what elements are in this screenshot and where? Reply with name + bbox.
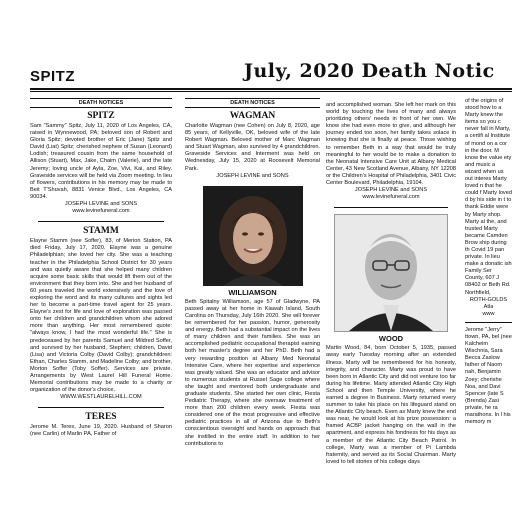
death-notices-label: DEATH NOTICES <box>185 98 320 108</box>
funeral-home: JOSEPH LEVINE and SONS <box>216 172 289 179</box>
notice-text-wagman: Charlotte Wagman (nee Cohen) on July 8, 2020, age 85 years, of Kellyville, OK, beloved wife of the late Robert Wagman. Beloved mother of Marc Wagman and Stuart Wagman, also survived by 4 grandchildren. Graveside Services and Interment was held on Wednesday, July 15, 2020 at Roosevelt Memorial Park. <box>185 123 320 172</box>
notice-text-cutoff: of the origins of stood how to a Marty knew the items so you c never fall in Marty, a certifi al Institute of mond on a cor in the door. M know the value ety and music a wizard when us out interes Marty loved n that he could f Marty loved d by his side in t to thank Eddie were by Marty shop. Marty al the, and trusted Marty became Camden Brow ship during th Covid 19 pan private. In lieu make a donatic ish Family Ser County, 607 J 08402 or Beth Rd. Northfield, <box>465 98 512 296</box>
notice-text-spitz: Sam "Sammy" Spitz, July 11, 2020 of Los Angeles, CA, raised in Wynnewood, PA; beloved son of Robert and Gloria Spitz; devoted brother of Eric (Jane) Spitz and David (Liat) Spitz; cherished nephew of Susan (Leonard) Lodish; treasured cousin from the same household of Allison (Stuart), Max, Jake, Chaim (Valerie), and the late Jeremy; loving uncle of Ayla, Zoe, Vivi, Kai, and Riley. Graveside services will be held via Zoom meeting. In lieu of flowers, contributions in his memory may be made to Beit T'Shuvah, 8831 Venice Blvd., Los Angeles, CA 90034. <box>30 123 172 200</box>
divider <box>465 322 512 323</box>
portrait-image <box>335 215 447 331</box>
page-title: July, 2020 Death Notic <box>244 60 495 82</box>
section-label: SPITZ <box>30 68 76 85</box>
photo-caption-wood: WOOD <box>378 334 404 344</box>
divider <box>38 221 164 222</box>
funeral-home: ROTH-GOLDS <box>469 296 508 303</box>
funeral-home: JOSEPH LEVINE and SONS <box>354 187 428 194</box>
death-notices-label: DEATH NOTICES <box>30 98 172 108</box>
funeral-place: Atla <box>483 303 494 310</box>
notice-text-teres-cutoff: Jerome "Jerry" ttown, PA, bel (nee Kalcheim Wischnia, Sara Becca Zaslow father of Naom nah, Benjamin Zoey; cherishe Noa, and Davi Spencer (late S (Brenda) Zasi private, he ra marathons. In l his memory m <box>465 326 512 426</box>
divider <box>334 207 448 208</box>
notice-name-spitz: SPITZ <box>87 111 115 121</box>
header-rule <box>30 88 512 90</box>
notice-text-williamson: Beth Spitalny Williamson, age 57 of Gladwyne, PA passed away at her home in Kiawah Island, South Carolina on Thursday, July 16th 2020. She will forever be remembered for her passion, humor, generosity and energy. Beth had a substantial impact on the lives of many children and their families. She was an accomplished pediatric occupational therapist earning both her master's degree and her PhD. Beth had a very rewarding position at Albany Med Neonatal Intensive Care, where her expertise and experience was greatly valued. She was an educator and advisor to numerous students at Russel Sage college where she taught and mentored both undergraduate and graduate students. She started her own clinic, Fiesta Pediatric Therapy, where she oversaw treatment of more than 200 children every week. Fiesta was considered one of the most progressive and effective pediatric practices in all of Arizona due to Beth's conscientious oversight and hands on approach that she instilled in the entire staff. In addition to her contributions to <box>185 298 320 447</box>
notice-text-stamm: Elayne Stamm (nee Soffer), 83, of Merion Station, PA died Friday, July 17, 2020. Elayne was a genuine Philadelphian; she loved her city. She was a teaching teacher in the Philadelphia School District for 30 years and was quietly aware that she helped many children acquire some basic skills that would lift them out of the environment that they born into. She and her husband of 60 years traveled the world extensively and the love of exploring the word and its many cultures and sights led her to become a part-time travel agent for 25 years. Elayne's zest for life and love of exploration was passed onto her children and grandchildren whom she adored more than anything. Her most remembered quote: "always know, I had the most wonderful life." She is predeceased by her parents Samuel and Mildred Soffer, and survived by her husband, Stephen; children, David (Lisa) and Victoria Colby (David Colby); grandchildren: Ethan, Charles Stamm, and Madeline Colby; and brother, Morton Soffer (Toby Soffer). Services are private. Arrangements by West Laurel Hill Funeral Home. Memorial contributions may be made to a charity or organization of the donor's choice. <box>30 238 172 394</box>
funeral-home: JOSEPH LEVINE and SONS <box>64 201 138 208</box>
header-rule-thin <box>30 91 512 92</box>
column-1 <box>30 98 172 512</box>
portrait-image <box>203 186 303 286</box>
funeral-url[interactable]: www.levinefuneral.com <box>72 208 130 215</box>
photo-caption-williamson: WILLIAMSON <box>228 287 277 297</box>
notice-name-stamm: STAMM <box>83 226 119 237</box>
funeral-url[interactable]: www <box>482 310 495 317</box>
divider <box>38 407 164 408</box>
column-3 <box>326 98 456 512</box>
column-4 <box>465 98 512 512</box>
notice-name-teres: TERES <box>85 412 117 423</box>
portrait-photo-williamson <box>203 186 303 286</box>
notice-text-teres: Jerome M. Teres, June 19, 2020. Husband of Sharon (nee Carlin) of Marlin PA, Father of <box>30 424 172 438</box>
column-2 <box>185 98 320 512</box>
funeral-url[interactable]: www.levinefuneral.com <box>362 194 420 201</box>
notice-name-wagman: WAGMAN <box>229 111 276 121</box>
notice-text-wood: Martin Wood, 84, born October 5, 1935, passed away early Tuesday morning after an extended illness. Marty will be remembered for his honesty, integrity, and character. Marty was proud to have been born in Atlantic City and did not venture too far during his lifetime. Marty attended Atlantic City High School and then Temple University, where he earned a degree in Business. Marty returned every summer to take his place on his lifeguard stand on the Atlantic City beach. Even as Marty knew the end was near, he would look at his prize possession: a framed ACBP jacket hanging on the wall in the apartment, and express his fondness for his days as a member of the Atlantic City Beach Patrol. In college, Marty was a member of Pi Lambda fraternity, and served as its Social Chairman. Marty loved to tell stories of his college days <box>326 345 456 465</box>
funeral-url[interactable]: WWW.WESTLAURELHILL.COM <box>60 394 142 401</box>
portrait-photo-wood <box>334 214 448 332</box>
notice-text-continued: and accomplished woman. She left her mark on this world by touching the lives of many and always prioritizing others' needs in front of her own. We know she had even more to give, and although her journey ended too soon, her family takes solace in knowing that she is finally at peace. Those wishing to remember Beth in a way that would be truly meaningful to her would be to make a donation to the Neonatal Intensive Care Unit at Albany Medical Center, 43 New Scotland Avenue, Albany, NY 12208 or the Children's Hospital of Philadelphia, 3401 Civic Center Boulevard, Philadelphia, 19104. <box>326 102 456 187</box>
